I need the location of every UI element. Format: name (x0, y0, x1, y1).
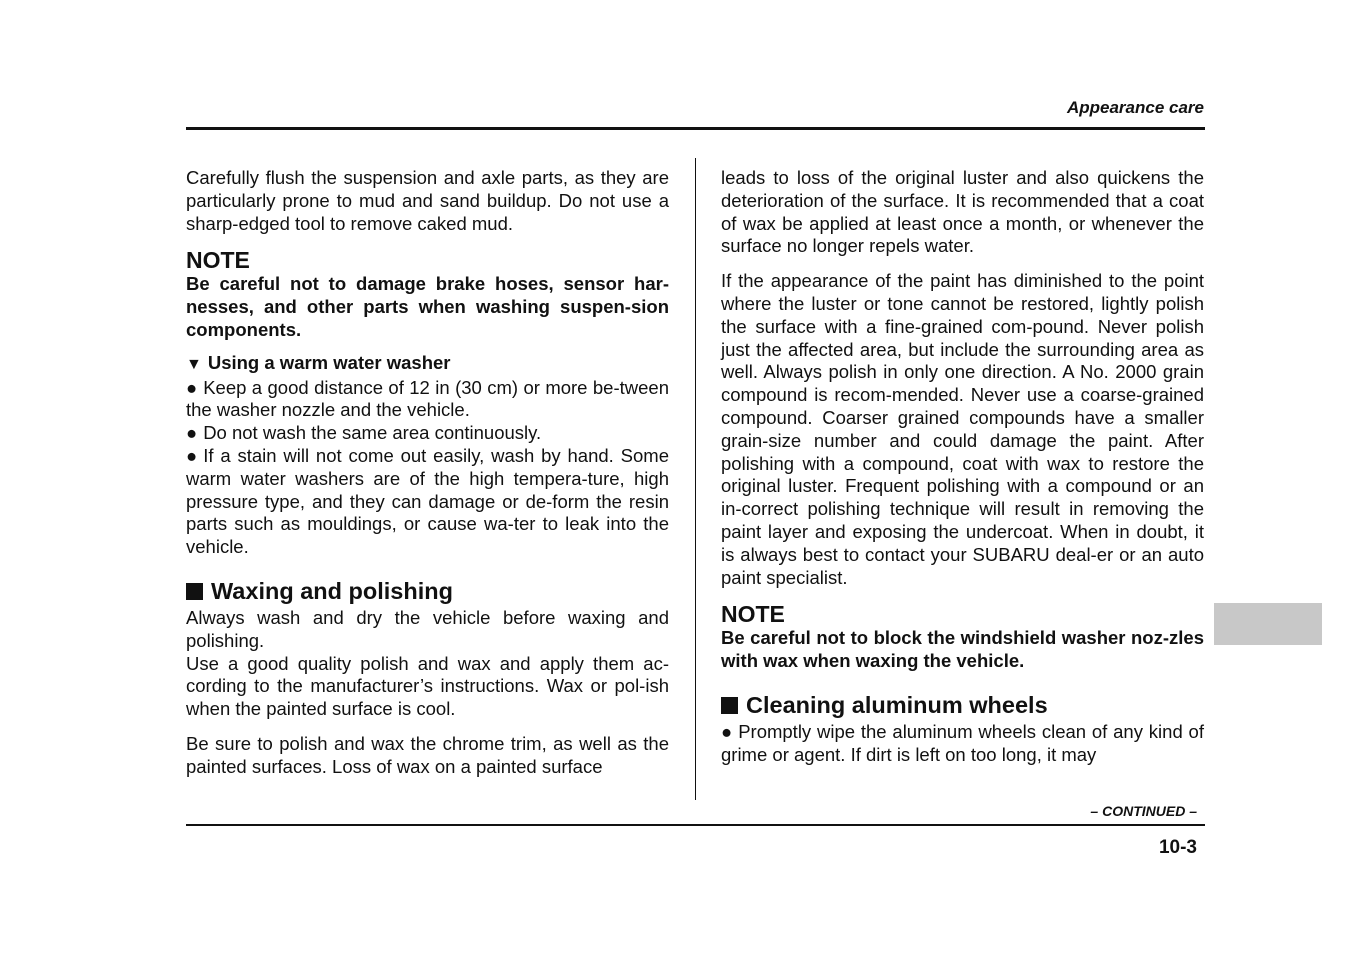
note-heading: NOTE (186, 247, 250, 274)
bullet-text: Do not wash the same area continuously. (203, 422, 542, 444)
column-divider (695, 158, 696, 800)
bullet-icon: ● (186, 376, 198, 398)
bullet-icon: ● (186, 422, 198, 444)
triangle-icon: ▼ (186, 355, 202, 373)
bullet-text: Promptly wipe the aluminum wheels clean of any kind of grime or agent. If dirt is left on too long, it may (721, 720, 1204, 765)
section-heading (721, 691, 1204, 719)
bullet-item (721, 721, 1204, 767)
note-text: Be careful not to damage brake hoses, sensor har-nesses, and other parts when washing suspen-sion components. (186, 273, 669, 340)
square-icon (186, 583, 203, 600)
right-column (721, 167, 1204, 767)
paragraph: leads to loss of the original luster and also quickens the deterioration of the surface. It is recommended that a coat of wax be applied at least once a month, or whenever the surface no longer repels water. (721, 167, 1204, 257)
paragraph: Use a good quality polish and wax and apply them ac-cording to the manufacturer’s instructions. Wax or pol-ish when the painted surface is cool. (186, 652, 669, 720)
header-rule (186, 127, 1205, 130)
bullet-item (186, 422, 669, 445)
subsection-heading (186, 352, 669, 377)
chapter-tab (1214, 603, 1322, 645)
section-heading-label: Cleaning aluminum wheels (746, 691, 1048, 718)
page-number: 10-3 (1158, 837, 1197, 858)
paragraph: If the appearance of the paint has diminished to the point where the luster or tone cannot be restored, lightly polish the surface with a fine-grained com-pound. Never polish just the affected area, but include the surrounding area as well. Always polish in only one direction. A No. 2000 grain compound is recom-mended. Never use a coarse-grained compound. Coarser grained compounds have a smaller grain-size number and could damage the paint. After polishing with a compound, coat with wax to restore the original luster. Frequent polishing with a compound or an in-correct polishing technique will result in removing the paint layer and exposing the undercoat. When in doubt, it is always best to contact your SUBARU deal-er or an auto paint specialist. (721, 270, 1204, 588)
paragraph: Carefully flush the suspension and axle parts, as they are particularly prone to mud and sand buildup. Do not use a sharp-edged tool to remove caked mud. (186, 167, 669, 234)
note-text: Be careful not to block the windshield washer noz-zles with wax when waxing the vehicle. (721, 627, 1204, 672)
bullet-item (186, 377, 669, 423)
note-heading: NOTE (721, 601, 785, 628)
bullet-text: Keep a good distance of 12 in (30 cm) or more be-tween the washer nozzle and the vehicle. (186, 376, 669, 421)
paragraph: Always wash and dry the vehicle before waxing and polishing. (186, 606, 669, 651)
running-header: Appearance care (1066, 98, 1204, 117)
footer-rule (186, 824, 1205, 826)
bullet-text: If a stain will not come out easily, wash by hand. Some warm water washers are of the high tempera-ture, high pressure type, and they can damage or de-form the resin parts such as mouldings, or cause wa-ter to leak into the vehicle. (186, 444, 669, 558)
subsection-heading-label: Using a warm water washer (207, 351, 451, 373)
bullet-item (186, 445, 669, 559)
bullet-icon: ● (186, 444, 198, 466)
continued-label: – CONTINUED – (1090, 803, 1197, 819)
left-column (186, 167, 669, 779)
bullet-icon: ● (721, 720, 733, 742)
paragraph: Be sure to polish and wax the chrome trim, as well as the painted surfaces. Loss of wax on a painted surface (186, 732, 669, 777)
section-heading-label: Waxing and polishing (211, 577, 453, 604)
square-icon (721, 697, 738, 714)
section-heading (186, 577, 669, 605)
